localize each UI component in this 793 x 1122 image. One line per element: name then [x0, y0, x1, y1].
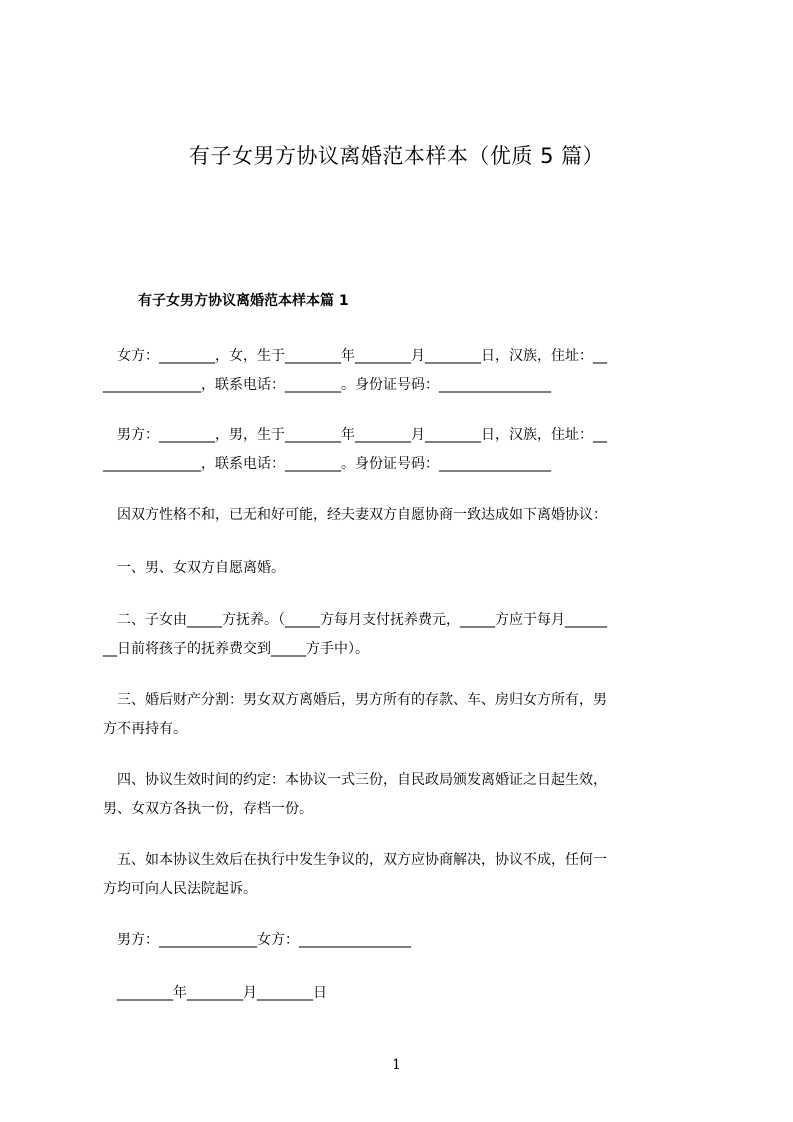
- paragraph-line: 因双方性格不和，已无和好可能，经夫妻双方自愿协商一致达成如下离婚协议：: [103, 507, 607, 523]
- paragraph-clause-3: [103, 686, 703, 744]
- paragraph-clause-2: [103, 606, 703, 664]
- paragraph-signatures: [103, 926, 703, 955]
- paragraph-line: 三、婚后财产分割：男女双方离婚后，男方所有的存款、车、房归女方所有，男: [103, 692, 607, 708]
- paragraph-line: 五、如本协议生效后在执行中发生争议的，双方应协商解决，协议不成，任何一: [103, 852, 607, 868]
- page-number: 1: [392, 1057, 401, 1073]
- paragraph-line: 方不再持有。: [103, 721, 187, 737]
- paragraph-line: 女方：________，女，生于________年________月________日，汉族，住址：__: [103, 348, 607, 364]
- paragraph-date: [103, 979, 703, 1008]
- document-title: 有子女男方协议离婚范本样本（优质 5 篇）: [188, 144, 605, 168]
- paragraph-line: __日前将孩子的抚养费交到_____方手中）。: [103, 641, 369, 657]
- paragraph-line: ______________，联系电话：________。身份证号码：________________: [103, 377, 551, 393]
- paragraph-wife-info: [103, 342, 703, 400]
- section-heading: 有子女男方协议离婚范本样本篇 1: [138, 293, 349, 309]
- paragraph-line: 男方：________，男，生于________年________月________日，汉族，住址：__: [103, 427, 607, 443]
- paragraph-line: 一、男、女双方自愿离婚。: [103, 560, 285, 576]
- paragraph-line: ______________，联系电话：________。身份证号码：________________: [103, 456, 551, 472]
- paragraph-line: 四、协议生效时间的约定：本协议一式三份，自民政局颁发离婚证之日起生效，: [103, 772, 607, 788]
- paragraph-line: 二、子女由_____方抚养。（_____方每月支付抚养费元，_____方应于每月______: [103, 612, 607, 628]
- paragraph-clause-5: [103, 846, 703, 904]
- paragraph-line: 男方：______________女方：________________: [103, 932, 411, 948]
- paragraph-line: ________年________月________日: [103, 985, 327, 1001]
- paragraph-clause-1: [103, 554, 703, 583]
- paragraph-husband-info: [103, 421, 703, 479]
- paragraph-line: 男、女双方各执一份，存档一份。: [103, 801, 313, 817]
- paragraph-clause-4: [103, 766, 703, 824]
- paragraph-line: 方均可向人民法院起诉。: [103, 881, 257, 897]
- paragraph-preamble: [103, 501, 703, 530]
